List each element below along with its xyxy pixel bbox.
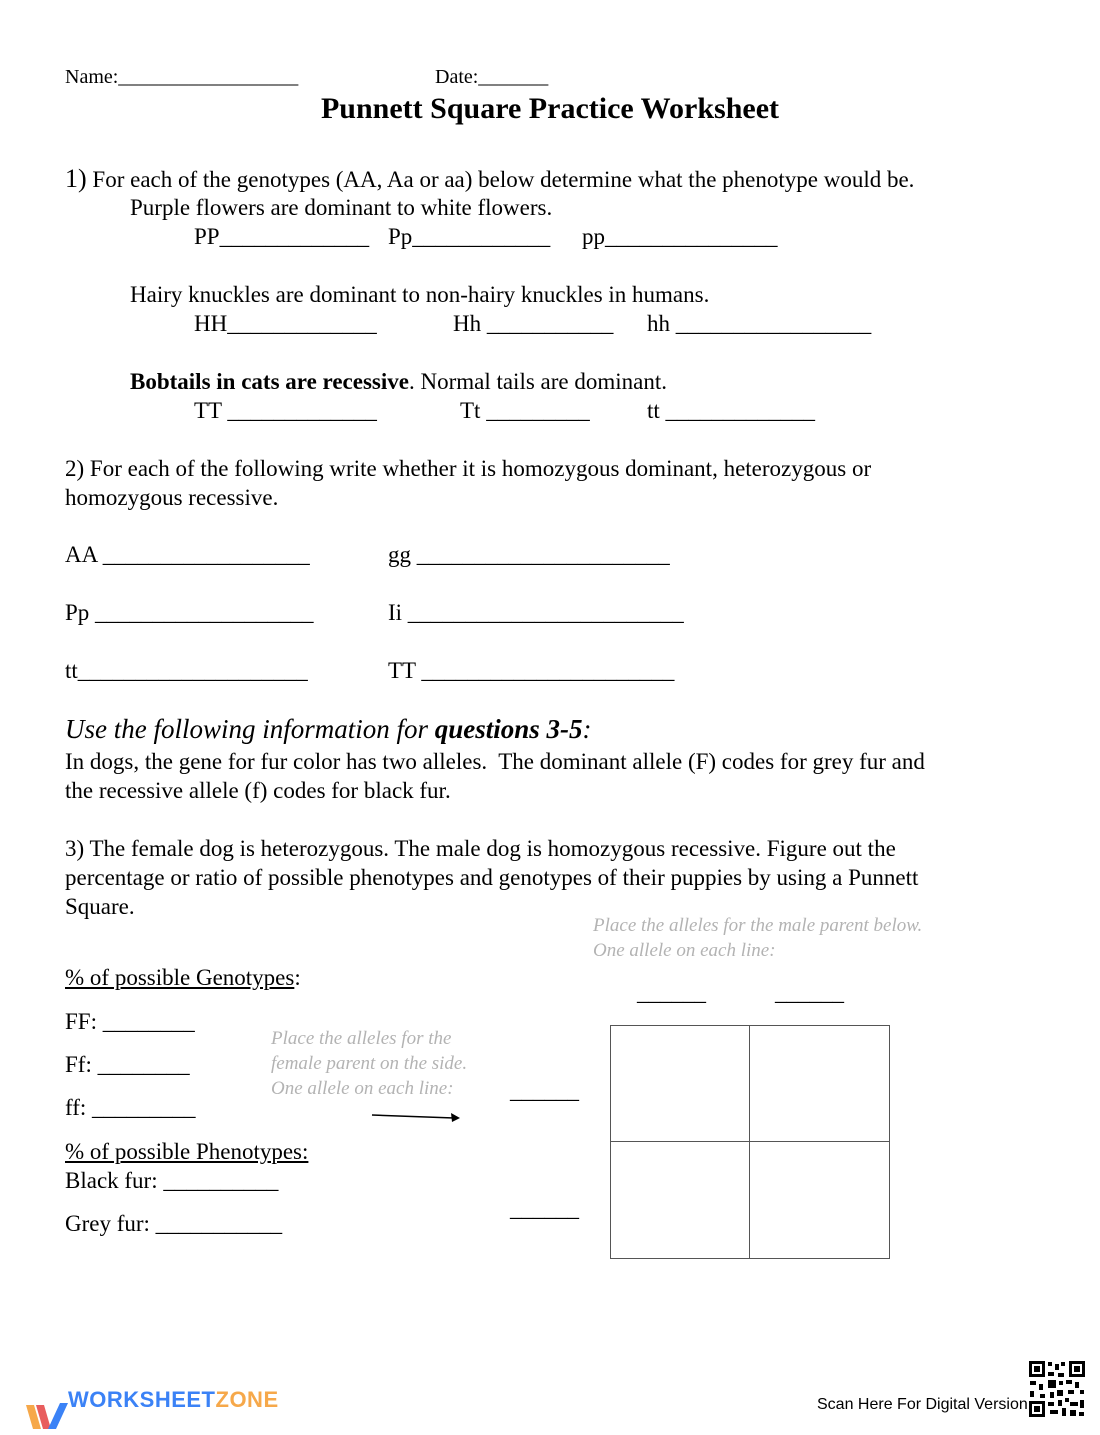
punnett-square [610,1025,890,1259]
info-intro [65,714,592,745]
q1b-statement: Hairy knuckles are dominant to non-hairy knuckles in humans. [130,282,710,307]
info-line1: In dogs, the gene for fur color has two alleles. The dominant allele (F) codes for grey fur and [65,749,925,774]
q1b-answer-hh-recessive[interactable]: hh _________________ [647,311,872,336]
brand-name-part1: WORKSHEET [68,1387,216,1412]
q2-answer-TT[interactable]: TT ______________________ [388,658,675,683]
q1b-answer-hh-dominant[interactable]: HH_____________ [194,311,377,336]
q1c-answer-tt-recessive[interactable]: tt _____________ [647,398,816,423]
q2-answer-gg[interactable]: gg ______________________ [388,542,670,567]
punnett-cell-top-left[interactable] [611,1026,750,1142]
female-allele-blank-1[interactable]: ______ [510,1078,579,1103]
q3-prompt-line1: 3) The female dog is heterozygous. The male dog is homozygous recessive. Figure out the [65,836,896,861]
male-parent-hint: Place the alleles for the male parent below. One allele on each line: [593,915,923,961]
brand-logo [16,1383,70,1435]
genotype-ff-answer[interactable]: ff: _________ [65,1095,196,1120]
phenotype-grey-answer[interactable]: Grey fur: ___________ [65,1211,283,1236]
q1-prompt [65,164,914,194]
punnett-cell-bottom-right[interactable] [750,1142,889,1258]
q1c-bold: Bobtails in cats are recessive [130,369,409,394]
info-intro-bold: questions 3-5 [434,714,583,744]
q1a-answer-pp-hetero[interactable]: Pp____________ [388,224,551,249]
q2-prompt-line1: 2) For each of the following write whether it is homozygous dominant, heterozygous or [65,456,872,481]
phenotype-black-answer[interactable]: Black fur: __________ [65,1168,279,1193]
male-allele-blank-2[interactable]: ______ [775,980,844,1005]
q1a-answer-pp-dominant[interactable]: PP_____________ [194,224,370,249]
genotype-Ff-answer[interactable]: Ff: ________ [65,1052,190,1077]
punnett-cell-bottom-left[interactable] [611,1142,750,1258]
q1c-answer-tt-dominant[interactable]: TT _____________ [194,398,377,423]
female-parent-hint: Place the alleles for the female parent on the side. One allele on each line: [271,1028,468,1099]
q2-answer-Pp[interactable]: Pp ___________________ [65,600,314,625]
qr-code-icon[interactable] [1028,1360,1086,1418]
phenotypes-heading [65,1139,308,1165]
genotypes-heading [65,965,301,991]
q1c-answer-tt-hetero[interactable]: Tt _________ [460,398,590,423]
female-allele-blank-2[interactable]: ______ [510,1196,579,1221]
q2-answer-AA[interactable]: AA __________________ [65,542,310,567]
q3-prompt-line2: percentage or ratio of possible phenotypes and genotypes of their puppies by using a Punnett [65,865,919,890]
scan-text: Scan Here For Digital Version [817,1396,1028,1413]
q3-prompt-line3: Square. [65,894,135,919]
brand-name [68,1387,279,1413]
q1-number: 1) [65,164,87,193]
q1b-answer-hh-hetero[interactable]: Hh ___________ [453,311,614,336]
phenotypes-heading-text: % of possible Phenotypes: [65,1139,309,1164]
punnett-cell-top-right[interactable] [750,1026,889,1142]
info-intro-pre: Use the following information for [65,714,435,744]
brand-name-part2: ZONE [215,1387,279,1412]
genotypes-heading-text: % of possible Genotypes [65,965,295,990]
male-allele-blank-1[interactable]: ______ [637,980,706,1005]
q2-answer-Ii[interactable]: Ii ________________________ [388,600,684,625]
info-intro-post: : [582,714,592,744]
q1c-statement [130,369,667,395]
q2-answer-tt[interactable]: tt____________________ [65,658,308,683]
name-field[interactable]: Name:__________________ [65,66,299,88]
q1a-statement: Purple flowers are dominant to white flowers. [130,195,553,220]
genotype-FF-answer[interactable]: FF: ________ [65,1009,195,1034]
q1-prompt-text: For each of the genotypes (AA, Aa or aa) below determine what the phenotype would be. [86,167,915,192]
worksheetzone-logo-icon [24,1401,70,1435]
q1c-rest: . Normal tails are dominant. [408,369,667,394]
q2-prompt-line2: homozygous recessive. [65,485,279,510]
arrow-right-icon [370,1108,465,1126]
genotypes-heading-colon: : [294,965,301,990]
q1a-answer-pp-recessive[interactable]: pp_______________ [582,224,778,249]
info-line2: the recessive allele (f) codes for black fur. [65,778,451,803]
page-title: Punnett Square Practice Worksheet [320,92,779,125]
date-field[interactable]: Date:_______ [435,66,549,88]
